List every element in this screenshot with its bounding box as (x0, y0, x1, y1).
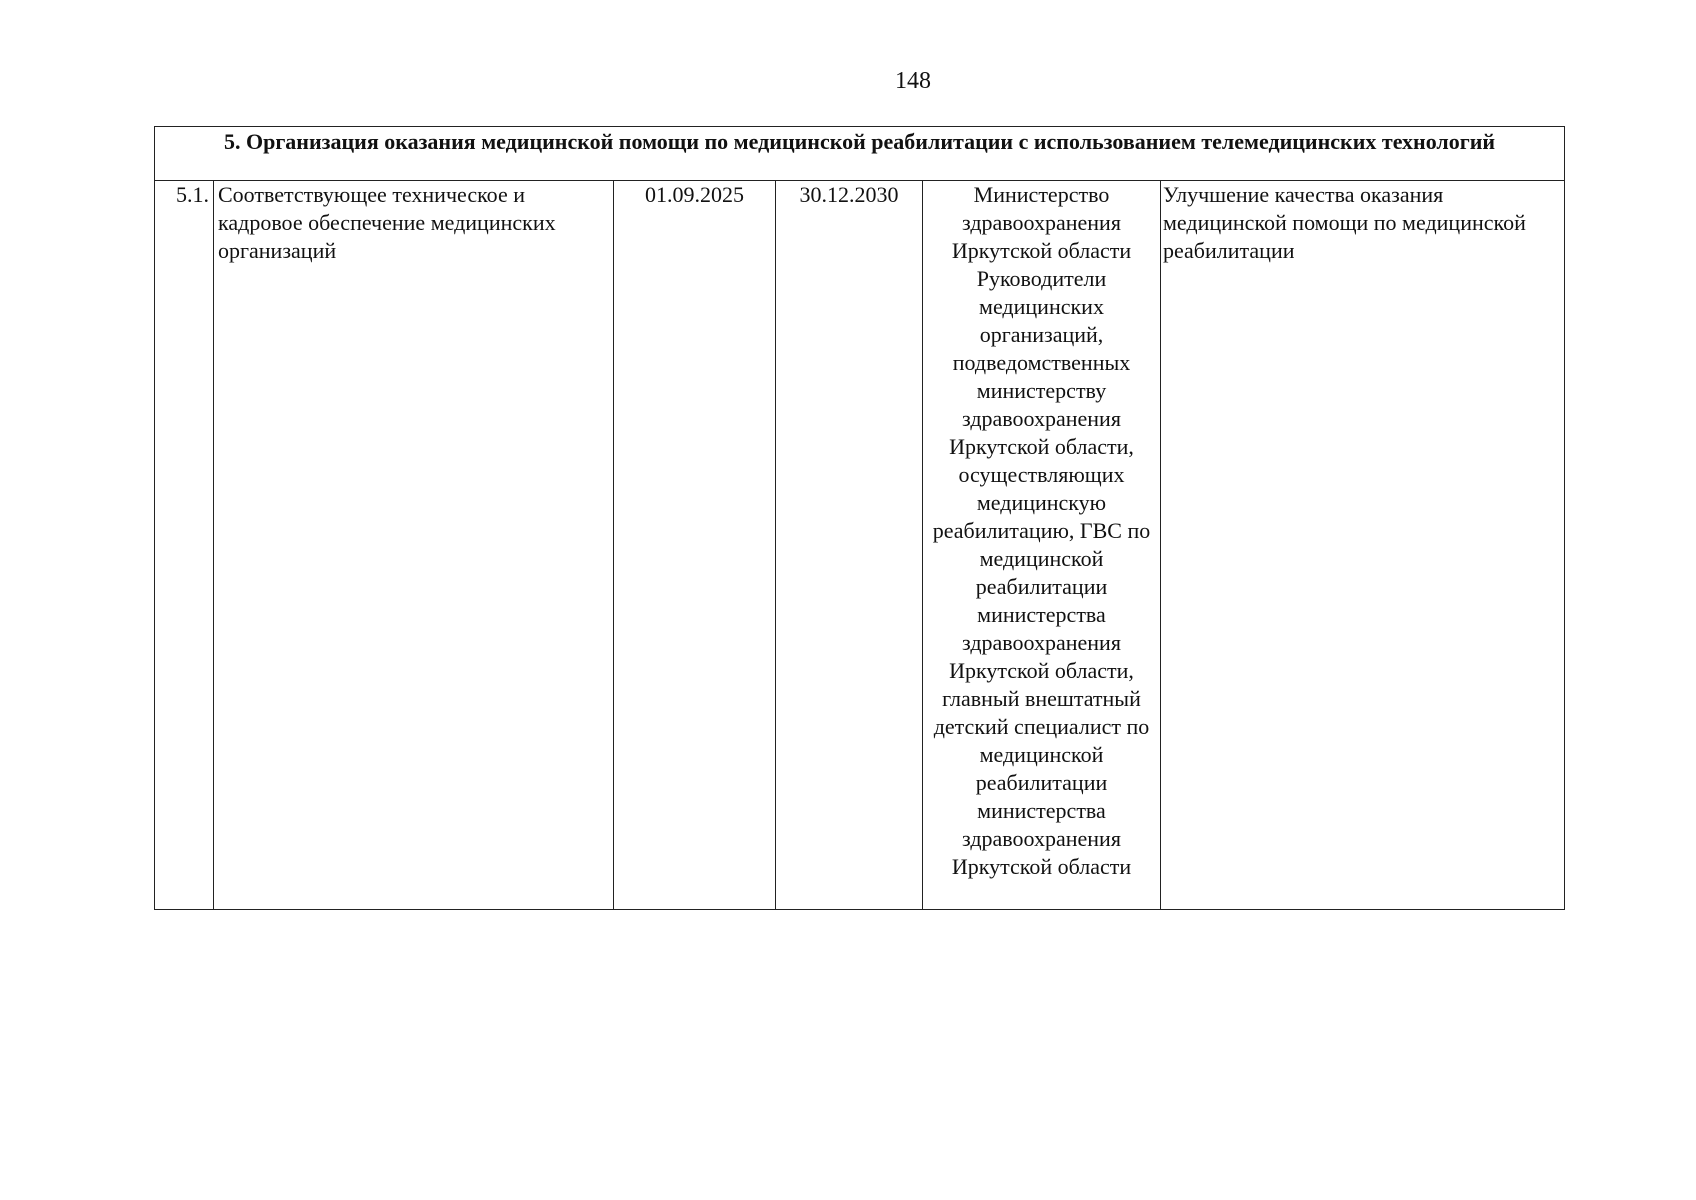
measure-description: Соответствующее техническое и кадровое обеспечение медицинских организаций (214, 181, 614, 910)
end-date: 30.12.2030 (776, 181, 923, 910)
table-row (155, 181, 1565, 910)
measures-table (154, 126, 1565, 910)
expected-result: Улучшение качества оказания медицинской помощи по медицинской реабилитации (1161, 181, 1565, 910)
section-title: 5. Организация оказания медицинской помощи по медицинской реабилитации с использованием телемедицинских технологий (155, 127, 1565, 181)
page-number: 148 (895, 68, 931, 94)
start-date: 01.09.2025 (614, 181, 776, 910)
responsible-parties: Министерство здравоохранения Иркутской области Руководители медицинских организаций, подведомственных министерству здравоохранения Иркутской области, осуществляющих медицинскую реабилитацию, ГВС по медицинской реабилитации министерства здравоохранения Иркутской области, главный внештатный детский специалист по медицинской реабилитации министерства здравоохранения Иркутской области (923, 181, 1161, 910)
row-number: 5.1. (155, 181, 214, 910)
section-header-row (155, 127, 1565, 181)
